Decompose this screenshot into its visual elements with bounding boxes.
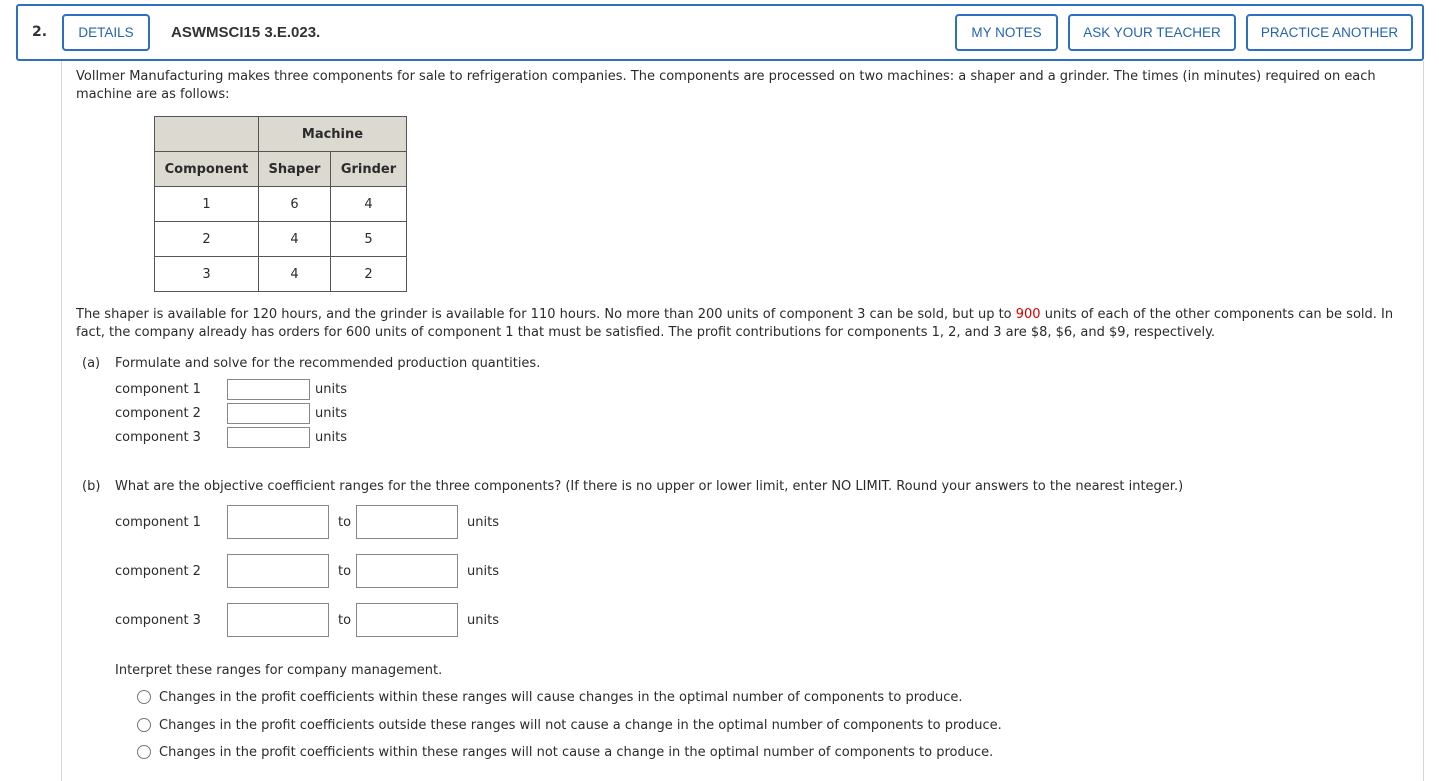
table-cell: 4 (331, 187, 407, 222)
to-label: to (338, 564, 352, 579)
table-cell: 1 (155, 187, 259, 222)
my-notes-button[interactable]: MY NOTES (955, 14, 1058, 51)
ask-your-teacher-button[interactable]: ASK YOUR TEACHER (1068, 14, 1236, 51)
option-3-label[interactable]: Changes in the profit coefficients within these ranges will not cause a change in the optimal number of components to produce. (159, 745, 994, 760)
machine-group-header: Machine (259, 117, 407, 152)
body-text-part: The shaper is available for 120 hours, and the grinder is available for 110 hours. No more than 200 units of component 3 can be sold, but up to (76, 307, 1016, 322)
part-a-row-label: component 1 (115, 382, 201, 397)
option-1-radio[interactable] (137, 690, 151, 704)
units-label: units (315, 430, 347, 445)
problem-body-text (76, 306, 1416, 342)
part-b-row-label: component 3 (115, 613, 201, 628)
interpret-prompt: Interpret these ranges for company management. (115, 663, 443, 678)
details-button[interactable]: DETAILS (62, 14, 150, 51)
component-2-upper-limit-input[interactable] (356, 554, 458, 588)
units-label: units (467, 564, 499, 579)
question-number: 2. (32, 24, 48, 40)
practice-another-button[interactable]: PRACTICE ANOTHER (1246, 14, 1413, 51)
units-label: units (315, 406, 347, 421)
question-header (16, 4, 1424, 61)
part-a-row-label: component 3 (115, 430, 201, 445)
table-row (155, 257, 407, 292)
component-2-lower-limit-input[interactable] (227, 554, 329, 588)
table-corner-cell (155, 117, 259, 152)
part-a-question: Formulate and solve for the recommended production quantities. (115, 356, 541, 371)
part-a-tag: (a) (82, 356, 101, 371)
component-1-quantity-input[interactable] (227, 379, 310, 400)
to-label: to (338, 515, 352, 530)
table-cell: 4 (259, 257, 331, 292)
option-1-label[interactable]: Changes in the profit coefficients within these ranges will cause changes in the optimal number of components to produce. (159, 690, 963, 705)
component-3-upper-limit-input[interactable] (356, 603, 458, 637)
part-b-tag: (b) (82, 479, 101, 494)
component-1-lower-limit-input[interactable] (227, 505, 329, 539)
option-2-label[interactable]: Changes in the profit coefficients outside these ranges will not cause a change in the optimal number of components to produce. (159, 718, 1002, 733)
part-a-row-label: component 2 (115, 406, 201, 421)
table-cell: 2 (155, 222, 259, 257)
table-row (155, 222, 407, 257)
column-header: Component (155, 152, 259, 187)
component-3-lower-limit-input[interactable] (227, 603, 329, 637)
highlighted-value: 900 (1015, 307, 1041, 322)
machine-time-table (154, 116, 407, 292)
table-row (155, 187, 407, 222)
table-cell: 4 (259, 222, 331, 257)
units-label: units (315, 382, 347, 397)
part-b-row-label: component 1 (115, 515, 201, 530)
to-label: to (338, 613, 352, 628)
problem-id: ASWMSCI15 3.E.023. (171, 24, 321, 41)
table-cell: 6 (259, 187, 331, 222)
table-cell: 5 (331, 222, 407, 257)
part-b-question: What are the objective coefficient ranges for the three components? (If there is no upper or lower limit, enter NO LIMIT. Round your answers to the nearest integer.) (115, 479, 1184, 494)
units-label: units (467, 515, 499, 530)
table-cell: 2 (331, 257, 407, 292)
component-3-quantity-input[interactable] (227, 427, 310, 448)
table-cell: 3 (155, 257, 259, 292)
column-header: Grinder (331, 152, 407, 187)
body-text-part: units of each of the other components can be sold. In fact, the company already has orders for 600 units of component 1 that must be satisfied. The profit contributions for components 1, 2, and 3 are $8, $6, and $9, respectively. (76, 307, 1394, 340)
units-label: units (467, 613, 499, 628)
part-b-row-label: component 2 (115, 564, 201, 579)
option-2-radio[interactable] (137, 718, 151, 732)
option-3-radio[interactable] (137, 745, 151, 759)
component-1-upper-limit-input[interactable] (356, 505, 458, 539)
column-header: Shaper (259, 152, 331, 187)
component-2-quantity-input[interactable] (227, 403, 310, 424)
intro-text: Vollmer Manufacturing makes three components for sale to refrigeration companies. The components are processed on two machines: a shaper and a grinder. The times (in minutes) required on each machine are as follows: (76, 69, 1376, 102)
